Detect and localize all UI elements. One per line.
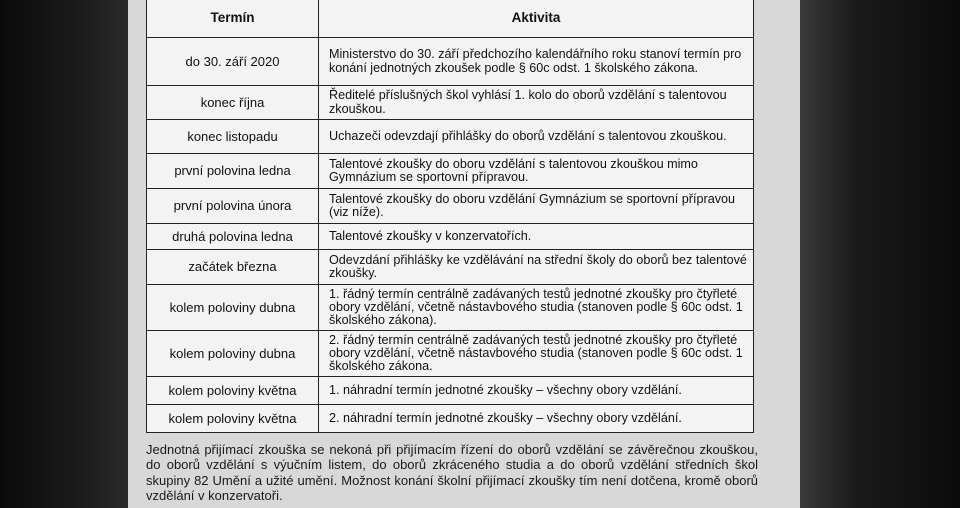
activity-cell: Odevzdání přihlášky ke vzdělávání na střední školy do oborů bez talentové zkoušky.	[319, 250, 754, 285]
header-activity: Aktivita	[319, 0, 754, 38]
activity-cell: 2. řádný termín centrálně zadávaných testů jednotné zkoušky pro čtyřleté obory vzdělání, včetně nástavbového studia (stanoven podle § 60c odst. 1 školského zákona.	[319, 331, 754, 377]
term-cell: kolem poloviny dubna	[147, 285, 319, 331]
term-cell: kolem poloviny května	[147, 405, 319, 433]
table-row	[147, 120, 754, 154]
term-cell: do 30. září 2020	[147, 38, 319, 86]
schedule-table	[146, 0, 754, 433]
term-cell: první polovina února	[147, 189, 319, 224]
table-header-row	[147, 0, 754, 38]
term-cell: konec listopadu	[147, 120, 319, 154]
term-cell: druhá polovina ledna	[147, 224, 319, 250]
table-row	[147, 377, 754, 405]
term-cell: první polovina ledna	[147, 154, 319, 189]
monitor-bezel-left	[0, 0, 128, 508]
table-row	[147, 285, 754, 331]
table-row	[147, 224, 754, 250]
footnote-paragraph: Jednotná přijímací zkouška se nekoná při přijímacím řízení do oborů vzdělání se závěrečnou zkouškou, do oborů vzdělání s výučním listem, do oborů zkráceného studia a do oborů vzdělání středních škol skupiny 82 Umění a užité umění. Možnost konání školní přijímací zkoušky tím není dotčena, kromě oborů vzdělání v konzervatoři.	[146, 442, 758, 504]
activity-cell: 1. řádný termín centrálně zadávaných testů jednotné zkoušky pro čtyřleté obory vzdělání, včetně nástavbového studia (stanoven podle § 60c odst. 1 školského zákona).	[319, 285, 754, 331]
term-cell: začátek března	[147, 250, 319, 285]
term-cell: konec října	[147, 86, 319, 120]
table-row	[147, 331, 754, 377]
activity-cell: Ministerstvo do 30. září předchozího kalendářního roku stanoví termín pro konání jednotných zkoušek podle § 60c odst. 1 školského zákona.	[319, 38, 754, 86]
table-row	[147, 189, 754, 224]
activity-cell: 2. náhradní termín jednotné zkoušky – všechny obory vzdělání.	[319, 405, 754, 433]
activity-cell: Ředitelé příslušných škol vyhlásí 1. kolo do oborů vzdělání s talentovou zkouškou.	[319, 86, 754, 120]
activity-cell: Talentové zkoušky do oboru vzdělání Gymnázium se sportovní přípravou (viz níže).	[319, 189, 754, 224]
table-row	[147, 250, 754, 285]
table-row	[147, 86, 754, 120]
activity-cell: Uchazeči odevzdají přihlášky do oborů vzdělání s talentovou zkouškou.	[319, 120, 754, 154]
table-row	[147, 154, 754, 189]
activity-cell: 1. náhradní termín jednotné zkoušky – všechny obory vzdělání.	[319, 377, 754, 405]
term-cell: kolem poloviny května	[147, 377, 319, 405]
term-cell: kolem poloviny dubna	[147, 331, 319, 377]
document-page	[128, 0, 800, 508]
table-row	[147, 38, 754, 86]
activity-cell: Talentové zkoušky v konzervatořích.	[319, 224, 754, 250]
monitor-bezel-right	[800, 0, 960, 508]
table-row	[147, 405, 754, 433]
activity-cell: Talentové zkoušky do oboru vzdělání s talentovou zkouškou mimo Gymnázium se sportovní přípravou.	[319, 154, 754, 189]
header-term: Termín	[147, 0, 319, 38]
